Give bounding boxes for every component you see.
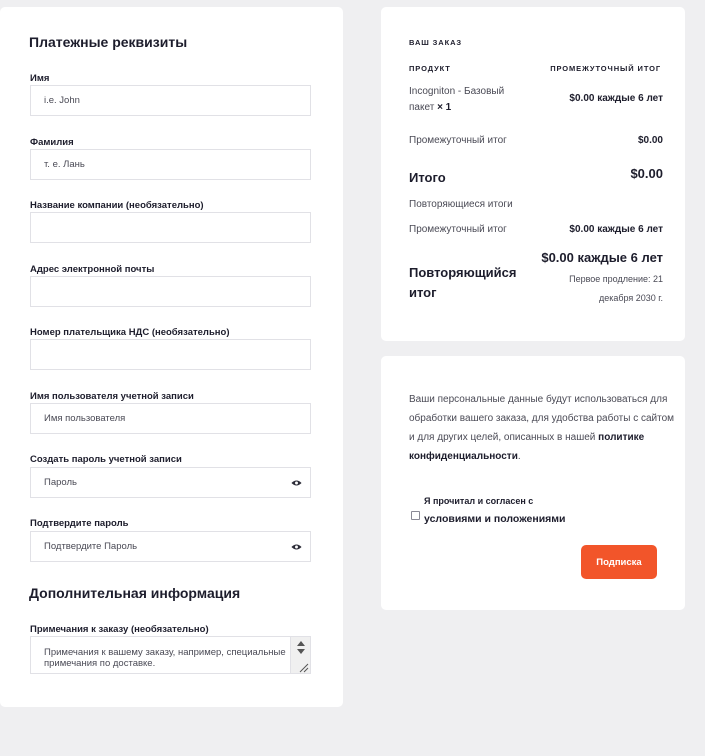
privacy-end: .: [517, 451, 521, 462]
username-placeholder: Имя пользователя: [44, 413, 126, 424]
confirm-password-label: Подтвердите пароль: [30, 518, 129, 529]
subtotal-label: Промежуточный итог: [409, 135, 507, 146]
textarea-scrollbar[interactable]: [290, 637, 310, 673]
billing-title: Платежные реквизиты: [29, 34, 188, 50]
last-name-label: Фамилия: [30, 137, 74, 148]
eye-icon[interactable]: [291, 540, 302, 554]
vat-label: Номер плательщика НДС (необязательно): [30, 327, 230, 338]
total-value: $0.00: [630, 166, 663, 181]
product-name-text: Incogniton - Базовый пакет: [409, 86, 505, 113]
col-subtotal-header: ПРОМЕЖУТОЧНЫЙ ИТОГ: [550, 64, 661, 73]
product-name: [409, 84, 529, 116]
recurring-subtotal-value: $0.00 каждые 6 лет: [569, 224, 663, 235]
order-title: ВАШ ЗАКАЗ: [409, 38, 462, 47]
subtotal-value: $0.00: [637, 135, 663, 146]
company-label: Название компании (необязательно): [30, 200, 204, 211]
product-qty: × 1: [437, 102, 452, 113]
billing-details-card: [0, 7, 343, 707]
last-name-input[interactable]: [30, 149, 311, 180]
terms-checkbox[interactable]: [411, 511, 420, 520]
terms-link[interactable]: условиями и положениями: [424, 513, 566, 525]
email-label: Адрес электронной почты: [30, 264, 155, 275]
privacy-notice: [409, 390, 679, 466]
recurring-total-value: $0.00 каждые 6 лет: [541, 250, 663, 265]
subscribe-button[interactable]: Подписка: [581, 545, 657, 579]
agree-text: Я прочитал и согласен с: [424, 496, 534, 506]
recurring-subtotal-label: Промежуточный итог: [409, 224, 507, 235]
password-input[interactable]: [30, 467, 311, 498]
last-name-placeholder: т. е. Лань: [44, 159, 85, 170]
privacy-policy-link[interactable]: политике конфиденциальности: [409, 432, 645, 462]
col-product-header: ПРОДУКТ: [409, 64, 451, 73]
password-placeholder: Пароль: [44, 477, 77, 488]
renewal-note: Первое продление: 21 декабря 2030 г.: [569, 274, 663, 303]
order-notes-textarea[interactable]: [30, 636, 311, 674]
vat-input[interactable]: [30, 339, 311, 370]
terms-card: [381, 356, 685, 610]
confirm-password-placeholder: Подтвердите Пароль: [44, 541, 138, 552]
email-input[interactable]: [30, 276, 311, 307]
order-summary-card: [381, 7, 685, 341]
username-input[interactable]: [30, 403, 311, 434]
first-name-placeholder: i.e. John: [44, 95, 80, 106]
additional-info-title: Дополнительная информация: [29, 585, 241, 601]
confirm-password-input[interactable]: [30, 531, 311, 562]
username-label: Имя пользователя учетной записи: [30, 391, 194, 402]
order-notes-label: Примечания к заказу (необязательно): [30, 624, 209, 635]
scroll-arrows-icon: [291, 637, 311, 675]
company-input[interactable]: [30, 212, 311, 243]
first-name-input[interactable]: [30, 85, 311, 116]
privacy-text: Ваши персональные данные будут использоваться для обработки вашего заказа, для удобства работы с сайтом и для других целей, описанных в нашей: [409, 394, 675, 443]
recurring-totals-header: Повторяющиеся итоги: [409, 199, 513, 210]
order-notes-placeholder: Примечания к вашему заказу, например, специальные примечания по доставке.: [44, 647, 286, 669]
password-label: Создать пароль учетной записи: [30, 454, 182, 465]
total-label: Итого: [409, 170, 446, 185]
recurring-total-label: Повторяющийся итог: [409, 265, 517, 300]
product-price: $0.00 каждые 6 лет: [569, 93, 663, 104]
first-name-label: Имя: [30, 73, 50, 84]
eye-icon[interactable]: [291, 476, 302, 490]
